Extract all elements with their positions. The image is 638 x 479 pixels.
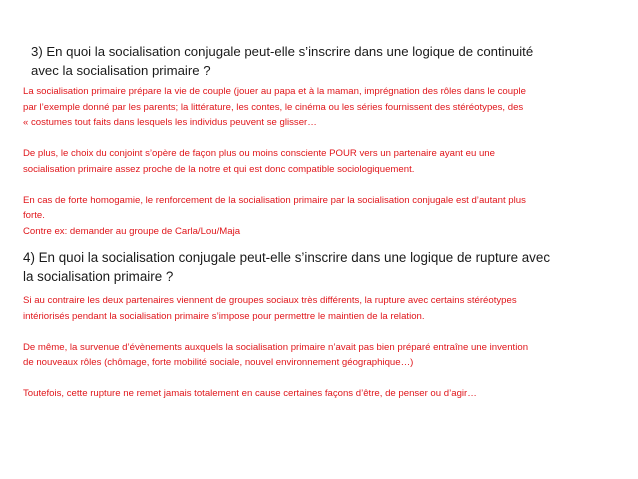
paragraph-gap bbox=[23, 371, 631, 387]
paragraph-gap bbox=[23, 177, 631, 193]
question-3-line-1: 3) En quoi la socialisation conjugale peut-elle s’inscrire dans une logique de continuité bbox=[31, 44, 534, 59]
question-4-line-1: 4) En quoi la socialisation conjugale peut-elle s’inscrire dans une logique de rupture avec bbox=[23, 250, 551, 265]
answer-4-line: De même, la survenue d’évènements auxquels la socialisation primaire n’avait pas bien préparé entraîne une invention bbox=[23, 341, 529, 353]
question-4-heading bbox=[23, 248, 623, 286]
question-3-line-2: avec la socialisation primaire ? bbox=[31, 63, 211, 78]
answer-4-line: de nouveaux rôles (chômage, forte mobilité sociale, nouvel environnement géographique…) bbox=[23, 357, 414, 368]
answer-3-line: « costumes tout faits dans lesquels les individus peuvent se glisser… bbox=[23, 117, 317, 128]
answer-3-line: par l’exemple donné par les parents; la littérature, les contes, le cinéma ou les séries fournissent des stéréotypes, des bbox=[23, 101, 524, 113]
question-4-line-2: la socialisation primaire ? bbox=[23, 269, 174, 284]
answer-3-line: En cas de forte homogamie, le renforcement de la socialisation primaire par la socialisation conjugale est d’autant plus bbox=[23, 194, 526, 206]
answer-4-line: Si au contraire les deux partenaires viennent de groupes sociaux très différents, la rupture avec certains stéréotypes bbox=[23, 295, 517, 306]
answer-3-block bbox=[23, 84, 631, 239]
answer-3-line: socialisation primaire assez proche de la notre et qui est donc compatible sociologiquement. bbox=[23, 163, 415, 175]
answer-3-line: forte. bbox=[23, 210, 45, 221]
answer-4-line: intériorisés pendant la socialisation primaire s’impose pour permettre le maintien de la relation. bbox=[23, 310, 425, 322]
paragraph-gap bbox=[23, 324, 631, 340]
paragraph-gap bbox=[23, 131, 631, 147]
answer-4-block bbox=[23, 293, 631, 402]
answer-4-line: Toutefois, cette rupture ne remet jamais totalement en cause certaines façons d’être, de penser ou d’agir… bbox=[23, 388, 477, 399]
question-3-heading bbox=[31, 42, 621, 80]
answer-3-line: La socialisation primaire prépare la vie de couple (jouer au papa et à la maman, imprégnation des rôles dans le couple bbox=[23, 86, 526, 97]
answer-3-line: De plus, le choix du conjoint s’opère de façon plus ou moins consciente POUR vers un partenaire ayant eu une bbox=[23, 148, 495, 159]
answer-3-line: Contre ex: demander au groupe de Carla/Lou/Maja bbox=[23, 225, 241, 237]
